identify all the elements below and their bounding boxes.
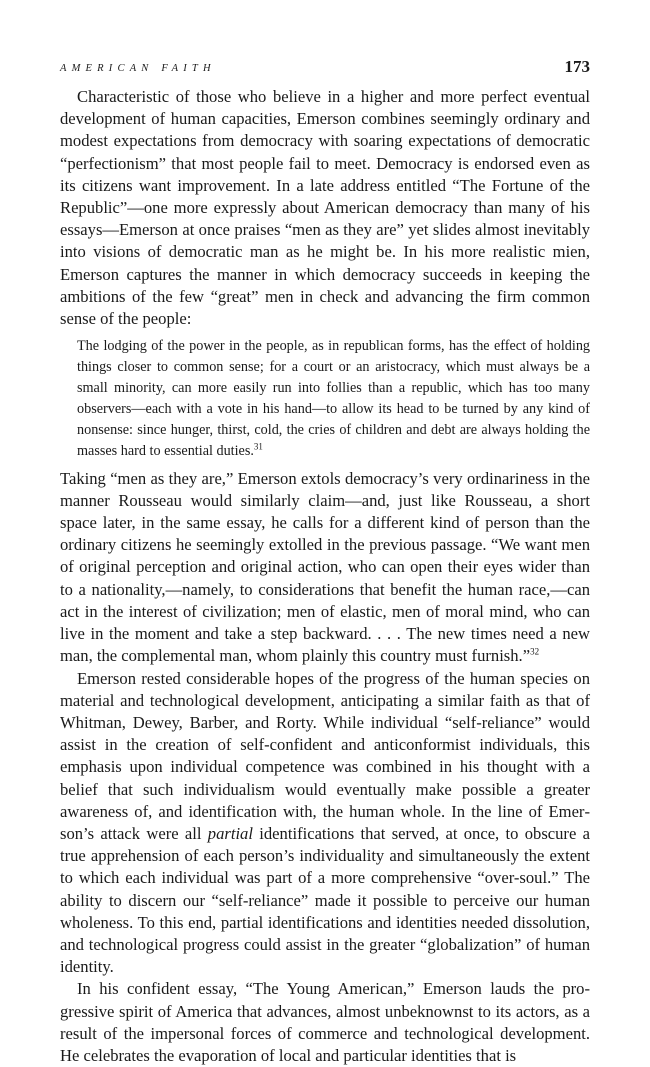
running-title: AMERICAN FAITH [60, 63, 216, 74]
paragraph-4: In his confident essay, “The Young American,” Emerson lauds the progressive spirit of America that advances, almost unbeknownst to its actors, as a result of the impersonal forces of commerce and technological development. He celebrates the evaporation of local and particular identities that is [60, 979, 590, 1065]
paragraph-3-text-b: identifications that served, at once, to obscure a true apprehension of each person’s individuality and simultaneously the extent to which each individual was part of a more comprehensive “over-soul.” The ability to discern our “self-reliance” made it possible to perceive our human wholeness. To this end, partial identifications and identities needed dissolution, and technological progress could assist in the greater “globalization” of human identity. [60, 823, 590, 977]
running-head [60, 57, 590, 81]
block-quote-text: The lodging of the power in the people, as in republican forms, has the effect of holding things closer to common sense; for a court or an aristocracy, which must always be a small minority, can more easily run into follies than a republic, which has too many observers—each with a vote in his hand—to allow its head to be turned by any kind of nonsense: since hunger, thirst, cold, the cries of children and debt are always holding the masses hard to essential duties. [77, 338, 590, 459]
paragraph-3 [60, 668, 590, 979]
paragraph-3-text-a: Emerson rested considerable hopes of the progress of the human species on material and technological development, anticipating a similar faith as that of Whitman, Dewey, Barber, and Rorty. While individual “self-reliance” would assist in the creation of self-confident and anticonformist individuals, this emphasis upon individual competence was combined in his thought with a belief that such individualism would eventually make possible a greater awareness of, and identification with, the human whole. In the line of Emerson’s attack were all [60, 668, 590, 843]
page-number: 173 [564, 57, 590, 76]
body-text [60, 86, 590, 1067]
paragraph-2 [60, 468, 590, 668]
paragraph-1: Characteristic of those who believe in a higher and more perfect eventual development of human capacities, Emerson combines seemingly ordinary and modest expectations from democracy with soaring expectations of democratic “perfectionism” that most people fail to meet. Democracy is endorsed even as its citizens want improvement. In a late address entitled “The Fortune of the Republic”—one more expressly about American democracy than many of his essays—Emerson at once praises “men as they are” yet slides almost inevitably into visions of democratic man as he might be. In his more realistic mien, Emerson captures the manner in which democracy succeeds in keeping the ambitions of the few “great” men in check and advancing the firm common sense of the people: [60, 87, 590, 329]
block-quote [77, 336, 590, 461]
paragraph-2-text: Taking “men as they are,” Emerson extols democracy’s very ordinariness in the manner Rousseau would similarly claim—and, just like Rousseau, a short space later, in the same essay, he calls for a different kind of person than the ordinary citizens he seemingly extolled in the previous passage. “We want men of original perception and original action, who can open their eyes wider than to a nationality,—namely, to considerations that benefit the human race,—can act in the interest of civilization; men of elastic, men of moral mind, who can live in the moment and take a step backward. . . . The new times need a new man, the complemental man, whom plainly this country must furnish.” [60, 468, 590, 666]
paragraph-3-emphasis: partial [207, 823, 253, 843]
footnote-ref-32: 32 [530, 646, 540, 657]
footnote-ref-31: 31 [253, 441, 263, 452]
